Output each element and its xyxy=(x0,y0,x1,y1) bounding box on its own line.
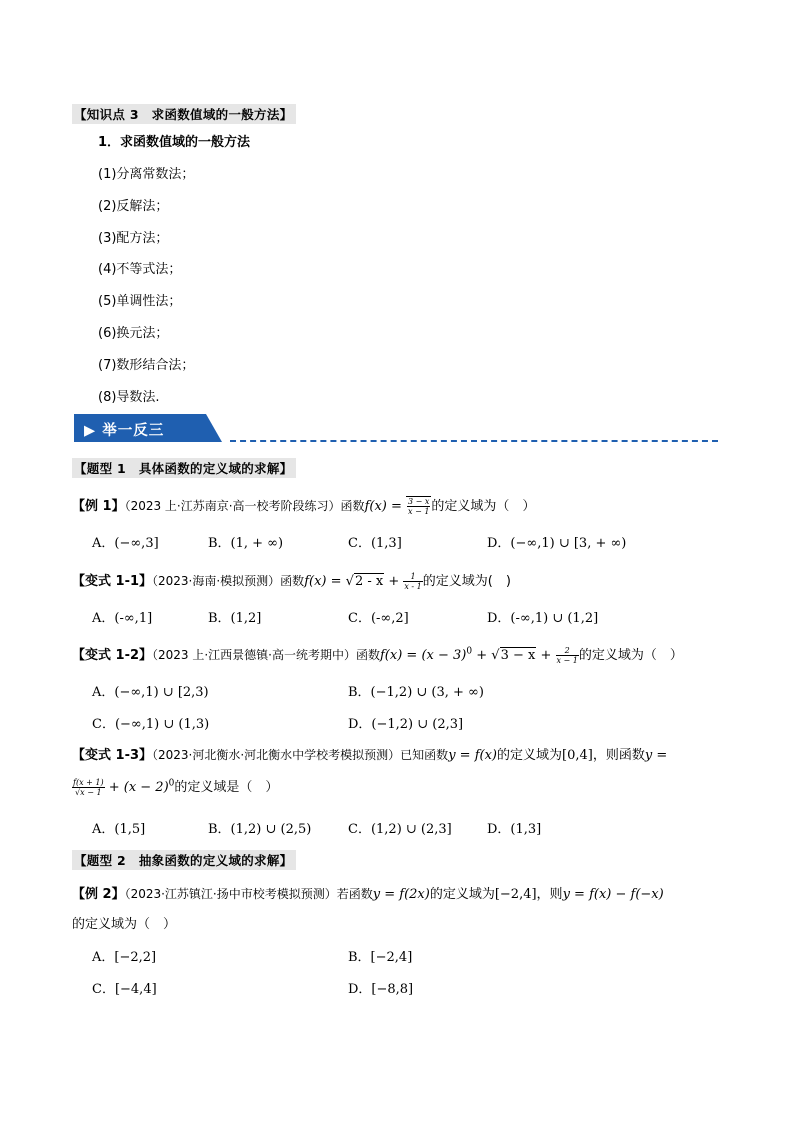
variant-1-2-stem: 【变式 1-2】（2023 上·江西景德镇·高一统考期中）函数$f(x) = (x - 3)^0 + √3 - x$ + $\frac{2}{x - 1}$ 的定义域为（ ） xyxy=(72,646,683,665)
method-item: (5)单调性法； xyxy=(98,294,182,309)
question-type-tag: 【题型 1 具体函数的定义域的求解】 xyxy=(72,458,296,478)
option-c[interactable]: C．(-∞,2] xyxy=(348,611,409,626)
variant-source: （2023 上·江西景德镇·高一统考期中）函数 xyxy=(152,648,380,662)
variant-1-3-stem: 【变式 1-3】（2023·河北衡水·河北衡水中学校考模拟预测）已知函数y = f(x)的定义域为[0,4]，则函数y = xyxy=(72,748,668,763)
example-label: 【例 2】 xyxy=(72,887,125,902)
option-d[interactable]: D．(1,3] xyxy=(487,822,542,837)
question-type-tag: 【题型 2 抽象函数的定义域的求解】 xyxy=(72,850,296,870)
variant-source: （2023·河北衡水·河北衡水中学校考模拟预测）已知函数 xyxy=(152,748,449,762)
method-item: (6)换元法； xyxy=(98,326,169,341)
method-item: (1)分离常数法； xyxy=(98,167,195,182)
function-expr: f(x) = xyxy=(304,574,342,589)
question-tail: 的定义域为（ ） xyxy=(431,499,536,514)
option-d[interactable]: D．[−8,8] xyxy=(348,982,414,997)
example-1-stem: 【例 1】（2023 上·江苏南京·高一校考阶段练习）函数f(x) = $\frac{3 - x}{x - 1}$ 的定义域为（ ） xyxy=(72,497,536,516)
option-b[interactable]: B．(1,2) ∪ (2,5) xyxy=(208,822,312,837)
variant-1-3-stem-line2: $\frac{f(x + 1)}{√x - 1}$ + $(x - 2)^0$的定义域是（ ） xyxy=(73,778,279,797)
option-c[interactable]: C．(1,2) ∪ (2,3] xyxy=(348,822,452,837)
method-item: (7)数形结合法； xyxy=(98,358,195,373)
section-banner xyxy=(74,414,222,442)
option-a[interactable]: A．(-∞,1] xyxy=(92,611,153,626)
variant-label: 【变式 1-1】 xyxy=(72,574,153,589)
question-tail: 的定义域为（ ） xyxy=(578,648,683,663)
example-source: （2023 上·江苏南京·高一校考阶段练习）函数 xyxy=(124,499,365,513)
banner-divider xyxy=(230,440,718,442)
example-source: （2023·江苏镇江·扬中市校考模拟预测）若函数 xyxy=(124,887,373,901)
option-c[interactable]: C．(−∞,1) ∪ (1,3) xyxy=(92,717,210,732)
knowledge-point-tag: 【知识点 3 求函数值域的一般方法】 xyxy=(72,104,296,124)
method-item: (3)配方法； xyxy=(98,231,169,246)
option-d[interactable]: D．(−∞,1) ∪ [3, + ∞) xyxy=(487,536,627,551)
option-c[interactable]: C．(1,3] xyxy=(348,536,402,551)
option-d[interactable]: D．(−1,2) ∪ (2,3] xyxy=(348,717,464,732)
example-label: 【例 1】 xyxy=(72,499,125,514)
variant-label: 【变式 1-3】 xyxy=(72,748,153,763)
example-2-stem: 【例 2】（2023·江苏镇江·扬中市校考模拟预测）若函数y = f(2x)的定义域为[−2,4]，则y = f(x) − f(−x) xyxy=(72,887,664,902)
example-2-stem-line2: 的定义域为（ ） xyxy=(72,917,177,932)
option-c[interactable]: C．[−4,4] xyxy=(92,982,157,997)
question-tail: 的定义域是（ ） xyxy=(174,780,279,795)
section-heading: 1．求函数值域的一般方法 xyxy=(98,135,251,150)
method-item: (8)导数法. xyxy=(98,390,160,405)
function-expr: f(x) = xyxy=(364,499,402,514)
variant-1-1-stem: 【变式 1-1】（2023·海南·模拟预测）函数f(x) = √2 - x + $\frac{1}{x - 1}$ 的定义域为( ) xyxy=(72,572,511,591)
option-d[interactable]: D．(-∞,1) ∪ (1,2] xyxy=(487,611,599,626)
variant-label: 【变式 1-2】 xyxy=(72,648,153,663)
option-a[interactable]: A．(−∞,1) ∪ [2,3) xyxy=(92,685,209,700)
banner-label: ▶ 举一反三 xyxy=(84,423,165,439)
option-b[interactable]: B．[−2,4] xyxy=(348,950,413,965)
question-tail: 的定义域为( ) xyxy=(422,574,511,589)
option-a[interactable]: A．[−2,2] xyxy=(92,950,157,965)
option-a[interactable]: A．(−∞,3] xyxy=(92,536,159,551)
option-b[interactable]: B．(−1,2) ∪ (3, + ∞) xyxy=(348,685,484,700)
option-b[interactable]: B．(1, + ∞) xyxy=(208,536,284,551)
function-expr: f(x) = (x − 3) xyxy=(380,648,467,663)
option-b[interactable]: B．(1,2] xyxy=(208,611,262,626)
method-item: (4)不等式法； xyxy=(98,262,182,277)
method-item: (2)反解法； xyxy=(98,199,169,214)
option-a[interactable]: A．(1,5] xyxy=(92,822,146,837)
variant-source: （2023·海南·模拟预测）函数 xyxy=(152,574,305,588)
play-triangle-icon: ▶ xyxy=(84,423,103,439)
